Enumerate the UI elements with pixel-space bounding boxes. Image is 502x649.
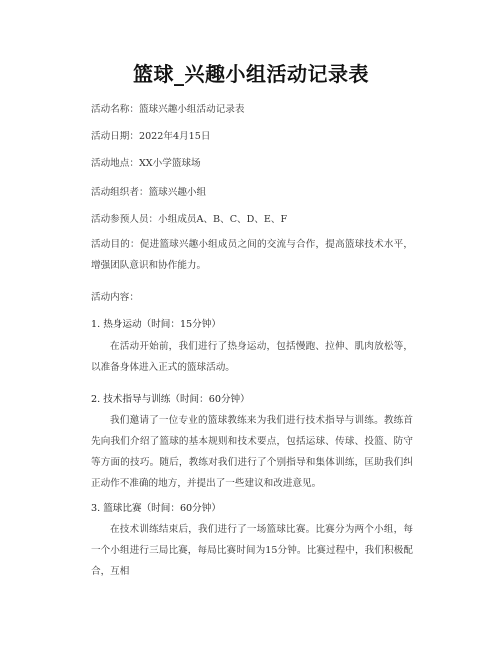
section-heading: 3. 篮球比赛（时间：60分钟） bbox=[91, 503, 221, 514]
section-body: 我们邀请了一位专业的篮球教练来为我们进行技术指导与训练。教练首先向我们介绍了篮球的基本规则和技术要点，包括运球、传球、投篮、防守等方面的技巧。随后，教练对我们进行了个别指导和集体训练，匡助我们纠正动作不准确的地方，并提出了一些建议和改进意见。 bbox=[91, 415, 413, 489]
activity-organizer: 活动组织者：篮球兴趣小组 bbox=[91, 187, 207, 198]
section-heading: 1. 热身运动（时间：15分钟） bbox=[91, 319, 221, 330]
activity-location: 活动地点：XX小学篮球场 bbox=[91, 158, 201, 169]
section-body: 在技术训练结束后，我们进行了一场篮球比赛。比赛分为两个小组，每一个小组进行三局比赛，每局比赛时间为15分钟。比赛过程中，我们积极配合，互相 bbox=[91, 524, 413, 577]
section-heading: 2. 技术指导与训练（时间：60分钟） bbox=[91, 394, 250, 405]
activity-date: 活动日期：2022年4月15日 bbox=[91, 131, 211, 142]
section-body: 在活动开始前，我们进行了热身运动，包括慢跑、拉伸、肌肉放松等，以准备身体进入正式的篮球活动。 bbox=[91, 341, 413, 373]
activity-purpose: 活动目的：促进篮球兴趣小组成员之间的交流与合作，提高篮球技术水平，增强团队意识和协作能力。 bbox=[91, 239, 413, 271]
activity-participants: 活动参预人员：小组成员A、B、C、D、E、F bbox=[91, 214, 288, 225]
activity-name: 活动名称：篮球兴趣小组活动记录表 bbox=[91, 104, 245, 115]
activity-content-label: 活动内容： bbox=[91, 292, 139, 303]
page-title: 篮球_兴趣小组活动记录表 bbox=[133, 62, 369, 86]
